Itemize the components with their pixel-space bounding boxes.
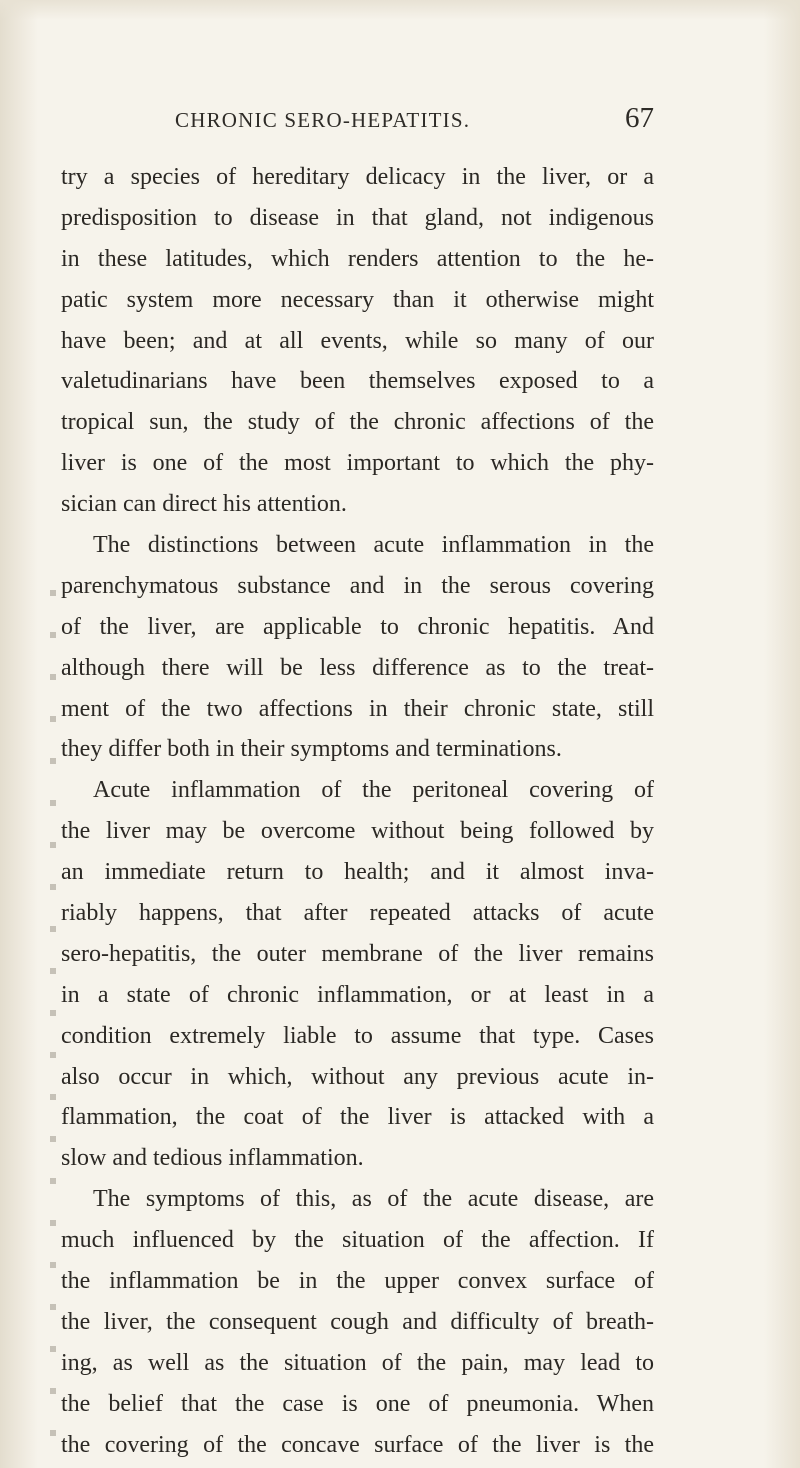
text-line: the inflammation be in the upper convex surface of bbox=[61, 1268, 654, 1295]
text-line: the belief that the case is one of pneumonia. When bbox=[61, 1390, 654, 1417]
text-line: an immediate return to health; and it almost inva- bbox=[61, 859, 654, 886]
text-line: sician can direct his attention. bbox=[61, 491, 347, 518]
page-gutter bbox=[0, 0, 38, 1468]
top-edge-shadow bbox=[0, 0, 800, 20]
running-head bbox=[61, 102, 654, 142]
text-line: the liver may be overcome without being followed by bbox=[61, 818, 654, 845]
text-line: patic system more necessary than it otherwise might bbox=[61, 286, 654, 313]
paragraph-start-line: Acute inflammation of the peritoneal covering of bbox=[93, 777, 654, 804]
text-line: parenchymatous substance and in the serous covering bbox=[61, 572, 654, 599]
paragraph-start-line: The symptoms of this, as of the acute disease, are bbox=[93, 1186, 654, 1213]
text-line: valetudinarians have been themselves exposed to a bbox=[61, 368, 654, 395]
running-title: CHRONIC SERO-HEPATITIS. bbox=[175, 108, 471, 132]
text-line: have been; and at all events, while so many of our bbox=[61, 327, 654, 354]
text-line: try a species of hereditary delicacy in the liver, or a bbox=[61, 164, 654, 190]
body-text bbox=[61, 157, 654, 1466]
text-line: in a state of chronic inflammation, or at least in a bbox=[61, 981, 654, 1008]
text-line: much influenced by the situation of the affection. If bbox=[61, 1227, 654, 1254]
right-edge-shadow bbox=[764, 0, 800, 1468]
text-line: also occur in which, without any previous acute in- bbox=[61, 1063, 654, 1090]
text-line: of the liver, are applicable to chronic hepatitis. And bbox=[61, 613, 654, 640]
text-line: liver is one of the most important to which the phy- bbox=[61, 450, 654, 477]
text-line: ing, as well as the situation of the pain, may lead to bbox=[61, 1349, 654, 1376]
paragraph-start-line: The distinctions between acute inflammation in the bbox=[93, 532, 654, 559]
page-number: 67 bbox=[625, 102, 654, 134]
text-line: the liver, the consequent cough and difficulty of breath- bbox=[61, 1308, 654, 1335]
text-line: they differ both in their symptoms and terminations. bbox=[61, 736, 562, 763]
text-line: condition extremely liable to assume that type. Cases bbox=[61, 1022, 654, 1049]
text-line: riably happens, that after repeated attacks of acute bbox=[61, 900, 654, 927]
text-line: in these latitudes, which renders attention to the he- bbox=[61, 245, 654, 272]
binding-edge bbox=[50, 590, 56, 1450]
text-line: although there will be less difference as to the treat- bbox=[61, 654, 654, 681]
text-line: predisposition to disease in that gland, not indigenous bbox=[61, 204, 654, 231]
text-line: slow and tedious inflammation. bbox=[61, 1145, 364, 1172]
text-line: tropical sun, the study of the chronic affections of the bbox=[61, 409, 654, 436]
text-line: sero-hepatitis, the outer membrane of the liver remains bbox=[61, 940, 654, 967]
text-line: the covering of the concave surface of the liver is the bbox=[61, 1431, 654, 1458]
text-line: flammation, the coat of the liver is attacked with a bbox=[61, 1104, 654, 1131]
text-line: ment of the two affections in their chronic state, still bbox=[61, 695, 654, 722]
